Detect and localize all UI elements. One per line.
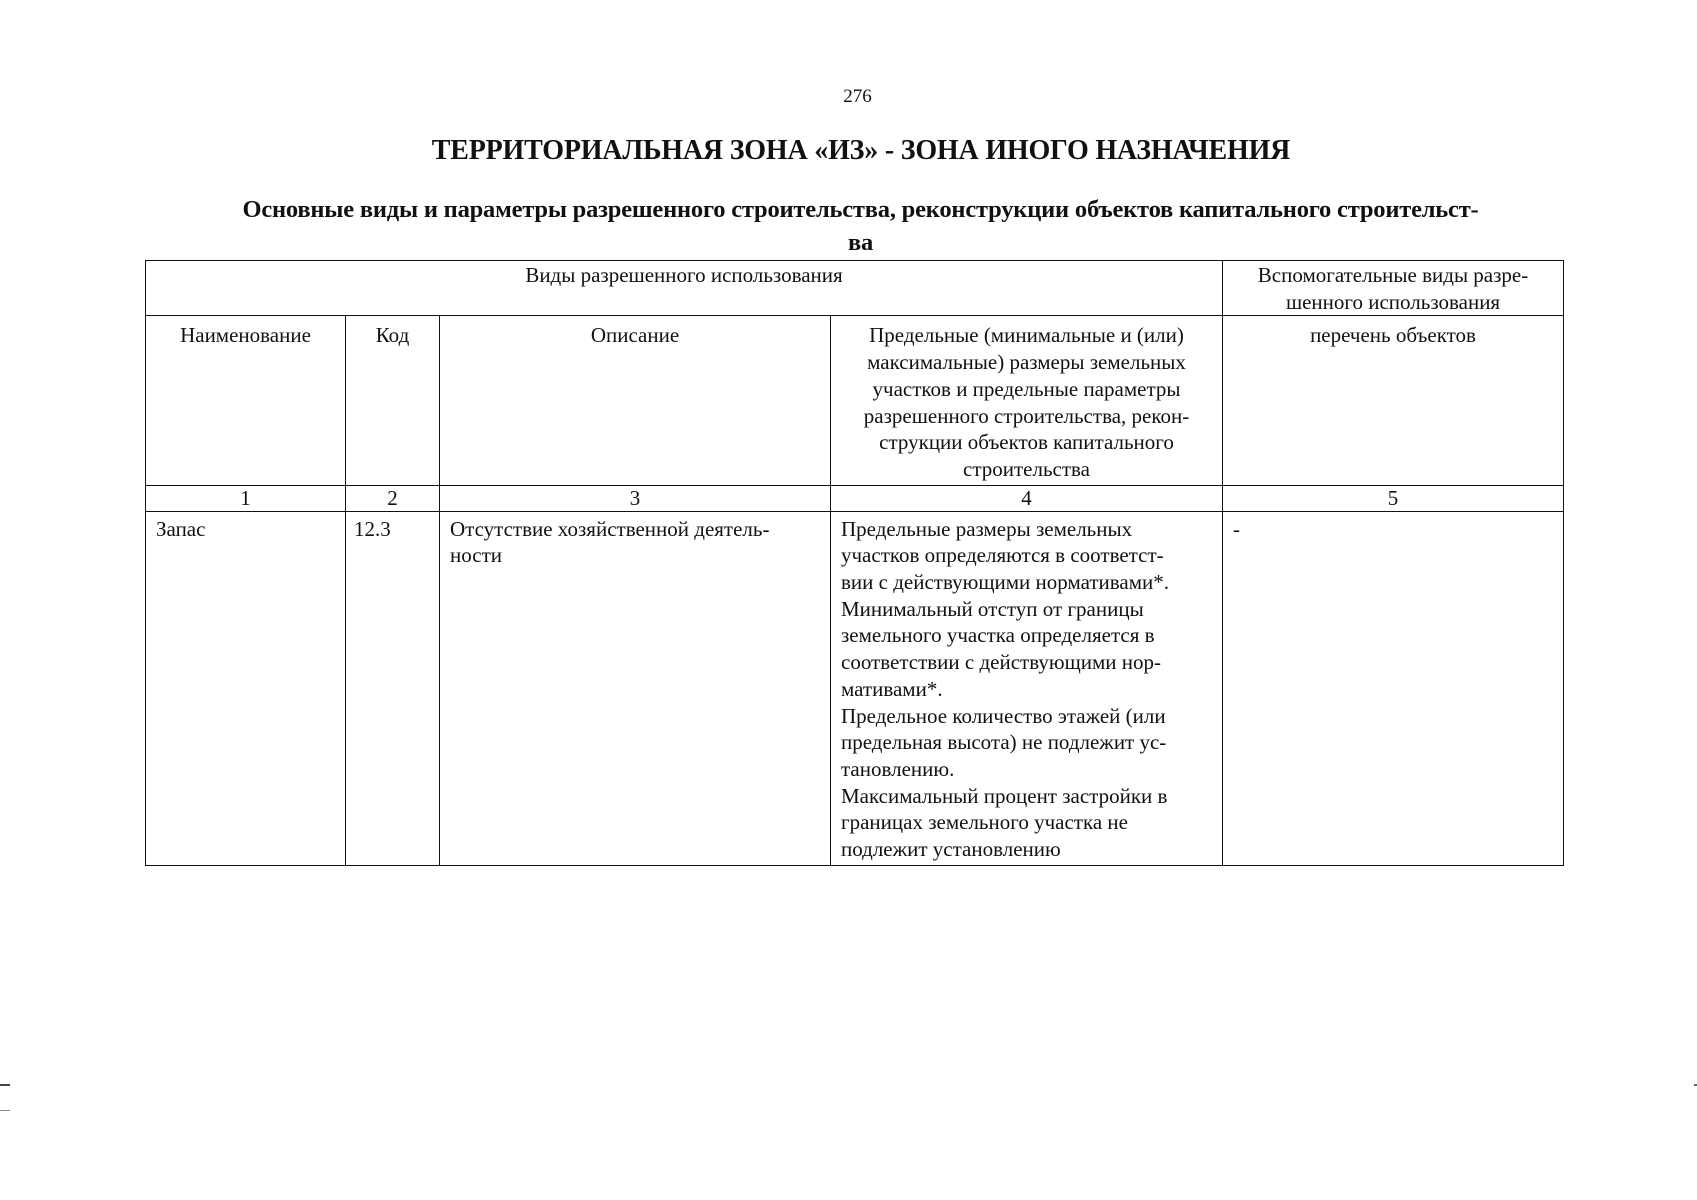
limits-line: Максимальный процент застройки в — [841, 783, 1168, 808]
column-number: 4 — [831, 485, 1223, 511]
description-line: ности — [450, 543, 502, 568]
limits-header-line: максимальные) размеры земельных — [867, 350, 1186, 375]
row-aux-cell: - — [1223, 511, 1564, 865]
limits-line: подлежит установлению — [841, 837, 1061, 862]
group-header-row — [146, 261, 1564, 316]
limits-header-line: струкции объектов капитального — [879, 430, 1174, 455]
column-number-row — [146, 485, 1564, 511]
table-row — [146, 511, 1564, 865]
limits-line: земельного участка определяется в — [841, 623, 1155, 648]
column-header-limits — [831, 316, 1223, 485]
column-number: 2 — [346, 485, 440, 511]
limits-header-line: строительства — [963, 456, 1091, 481]
description-line: Отсутствие хозяйственной деятель- — [450, 516, 770, 541]
limits-line: Минимальный отступ от границы — [841, 596, 1144, 621]
section-title — [158, 193, 1563, 259]
column-number: 1 — [146, 485, 346, 511]
auxiliary-use-group-header — [1223, 261, 1564, 316]
limits-header-line: Предельные (минимальные и (или) — [869, 323, 1184, 348]
auxiliary-use-header-line-2: шенного использования — [1285, 289, 1501, 314]
row-limits-cell — [831, 511, 1223, 865]
limits-header-line: разрешенного строительства, рекон- — [863, 403, 1190, 428]
column-number: 5 — [1223, 485, 1564, 511]
auxiliary-use-header-line-1: Вспомогательные виды разре- — [1257, 263, 1529, 287]
column-number: 3 — [440, 485, 831, 511]
limits-line: участков определяются в соответст- — [841, 543, 1164, 568]
column-header-description: Описание — [440, 316, 831, 485]
column-header-code: Код — [346, 316, 440, 485]
limits-header-line: участков и предельные параметры — [872, 376, 1181, 401]
page-number: 276 — [843, 86, 872, 107]
limits-line: вии с действующими нормативами*. — [841, 570, 1170, 595]
limits-line: соответствии с действующими нор- — [841, 650, 1162, 675]
row-code-cell: 12.3 — [346, 511, 440, 865]
row-name-cell: Запас — [146, 511, 346, 865]
column-header-name: Наименование — [146, 316, 346, 485]
permitted-use-group-header: Виды разрешенного использования — [146, 261, 1223, 316]
limits-line: тановлению. — [841, 756, 955, 781]
column-header-row — [146, 316, 1564, 485]
limits-line: Предельные размеры земельных — [841, 516, 1133, 541]
row-description-cell — [440, 511, 831, 865]
section-title-line-1: Основные виды и параметры разрешенного строительства, реконструкции объектов капитального строительст- — [242, 196, 1479, 223]
limits-line: Предельное количество этажей (или — [841, 703, 1166, 728]
section-title-line-2: ва — [847, 229, 874, 256]
limits-line: мативами*. — [841, 676, 943, 701]
scan-edge-mark — [0, 1110, 10, 1111]
zone-title: ТЕРРИТОРИАЛЬНАЯ ЗОНА «ИЗ» - ЗОНА ИНОГО НАЗНАЧЕНИЯ — [431, 135, 1291, 166]
column-header-aux-list: перечень объектов — [1223, 316, 1564, 485]
limits-line: предельная высота) не подлежит ус- — [841, 730, 1167, 755]
scan-edge-mark — [0, 1084, 10, 1086]
limits-line: границах земельного участка не — [841, 810, 1128, 835]
permitted-use-table — [145, 260, 1564, 866]
